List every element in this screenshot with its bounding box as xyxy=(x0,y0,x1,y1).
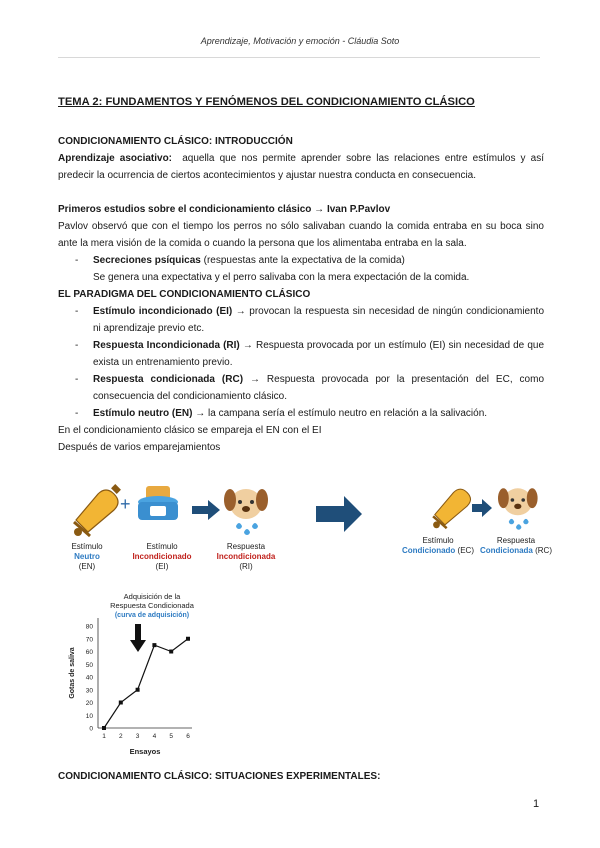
intro-definition: aquella que nos permite aprender sobre las relaciones entre estímulos y así predecir la ocurrencia de ciertos acontecimientos y ajustar nuestra conducta en consecuencia. xyxy=(58,153,544,181)
bullet-term: Secreciones psíquicas xyxy=(93,255,201,266)
y-tick-label: 10 xyxy=(85,712,93,720)
data-point xyxy=(119,701,123,705)
x-tick-label: 2 xyxy=(118,733,123,740)
page-number: 1 xyxy=(533,798,540,810)
acquisition-chart xyxy=(62,590,202,765)
x-tick-label: 3 xyxy=(135,733,140,740)
after-pairings-line: Después de varios emparejamientos xyxy=(58,442,221,453)
x-tick-label: 6 xyxy=(186,733,190,740)
label-unconditioned-stimulus: Estímulo Incondicionado (EI) xyxy=(132,542,192,571)
y-tick-label: 0 xyxy=(89,725,93,733)
bell-icon xyxy=(433,489,470,528)
bullet-text: → la campana sería el estímulo neutro en relación a la salivación. xyxy=(195,408,488,419)
bullet-text: → provocan la respuesta sin necesidad de ningún condicionamiento ni aprendizaje previo etc. xyxy=(93,306,545,334)
y-tick-label: 30 xyxy=(85,687,93,695)
data-point xyxy=(186,637,190,641)
dog-face-icon xyxy=(498,488,538,529)
pavlov-paragraph: Pavlov observó que con el tiempo los perros no sólo salivaban cuando la comida entraba en su boca sino ante la mera visión de la comida o cuando la persona que los alimentaba entraba en la sala. xyxy=(58,221,544,249)
running-header: Aprendizaje, Motivación y emoción - Cláudia Soto xyxy=(200,36,400,46)
y-tick-label: 60 xyxy=(85,649,93,656)
bullet-term: Respuesta Incondicionada (RI) xyxy=(93,340,240,351)
y-axis-label: Gotas de saliva xyxy=(69,647,76,699)
bullet-text: → Respuesta provocada por un estímulo (EI) sin necesidad de que exista un entrenamiento previo. xyxy=(93,340,545,368)
arrow-icon xyxy=(472,499,492,517)
bell-icon xyxy=(74,484,121,536)
emphasis-arrow xyxy=(130,624,146,652)
list-item: - Estímulo neutro (EN) → la campana sería el estímulo neutro en relación a la salivación. xyxy=(75,408,488,419)
intro-term: Aprendizaje asociativo: xyxy=(58,153,173,164)
y-tick-label: 50 xyxy=(85,661,93,669)
data-point xyxy=(102,726,106,730)
food-bowl-icon xyxy=(138,486,178,520)
data-point xyxy=(152,643,156,647)
x-tick-label: 1 xyxy=(102,733,106,740)
arrow-icon xyxy=(192,500,220,520)
pavlov-heading: Primeros estudios sobre el condicionamiento clásico → Ivan P.Pavlov xyxy=(58,204,391,215)
document-body xyxy=(58,94,544,456)
dog-face-icon xyxy=(224,489,268,535)
intro-paragraph xyxy=(58,150,544,184)
x-axis-label: Ensayos xyxy=(129,747,161,756)
bullet-term: Estímulo incondicionado (EI) xyxy=(93,306,233,317)
chart-subtitle: (curva de adquisición) xyxy=(114,612,190,619)
pairing-line: En el condicionamiento clásico se empareja el EN con el EI xyxy=(58,425,322,436)
big-arrow-icon xyxy=(316,496,362,532)
topic-title: TEMA 2: FUNDAMENTOS Y FENÓMENOS DEL CONDICIONAMIENTO CLÁSICO xyxy=(58,96,475,108)
x-tick-label: 5 xyxy=(169,733,174,740)
paradigm-heading: EL PARADIGMA DEL CONDICIONAMIENTO CLÁSICO xyxy=(58,289,311,300)
acquisition-chart-svg xyxy=(62,590,202,765)
acquisition-series-line xyxy=(104,639,188,728)
bullet-term: Respuesta condicionada (RC) xyxy=(93,374,244,385)
list-item: - Respuesta condicionada (RC) → Respuesta provocada por la presentación del EC, como consecuencia del condicionamiento clásico. xyxy=(75,374,545,402)
data-point xyxy=(136,688,140,692)
data-point xyxy=(169,650,173,654)
label-conditioned-response: Respuesta Condicionada (RC) xyxy=(479,536,552,555)
bullet-text: (respuestas ante la expectativa de la comida) xyxy=(203,255,405,266)
label-neutral-stimulus: Estímulo Neutro (EN) xyxy=(71,542,103,571)
list-item: - Respuesta Incondicionada (RI) → Respuesta provocada por un estímulo (EI) sin necesidad de que exista un entrenamiento previo. xyxy=(75,340,545,368)
chart-title-line2: Respuesta Condicionada xyxy=(110,601,194,610)
conditioning-diagram xyxy=(58,480,558,585)
label-conditioned-stimulus: Estímulo Condicionado (EC) xyxy=(401,536,474,555)
section-heading-experimental: CONDICIONAMIENTO CLÁSICO: SITUACIONES EXPERIMENTALES: xyxy=(58,771,381,782)
bullet-subtext: Se genera una expectativa y el perro salivaba con la mera expectación de la comida. xyxy=(93,272,470,283)
list-item: - Estímulo incondicionado (EI) → provocan la respuesta sin necesidad de ningún condicionamiento ni aprendizaje previo etc. xyxy=(75,306,545,334)
x-tick-label: 4 xyxy=(152,733,157,740)
chart-title-line1: Adquisición de la xyxy=(123,592,181,601)
y-tick-label: 80 xyxy=(85,623,93,631)
intro-heading: CONDICIONAMIENTO CLÁSICO: INTRODUCCIÓN xyxy=(58,136,293,147)
header-divider xyxy=(58,57,540,58)
y-tick-label: 20 xyxy=(85,700,93,707)
bullet-term: Estímulo neutro (EN) xyxy=(93,408,193,419)
plus-sign: + xyxy=(120,494,131,514)
label-unconditioned-response: Respuesta Incondicionada (RI) xyxy=(216,542,276,571)
y-tick-label: 70 xyxy=(85,636,93,644)
list-item: - Secreciones psíquicas (respuestas ante la expectativa de la comida) xyxy=(75,255,405,266)
y-tick-label: 40 xyxy=(85,674,93,682)
bullet-text: → Respuesta provocada por la presentación del EC, como consecuencia del condicionamiento clásico. xyxy=(93,374,545,402)
